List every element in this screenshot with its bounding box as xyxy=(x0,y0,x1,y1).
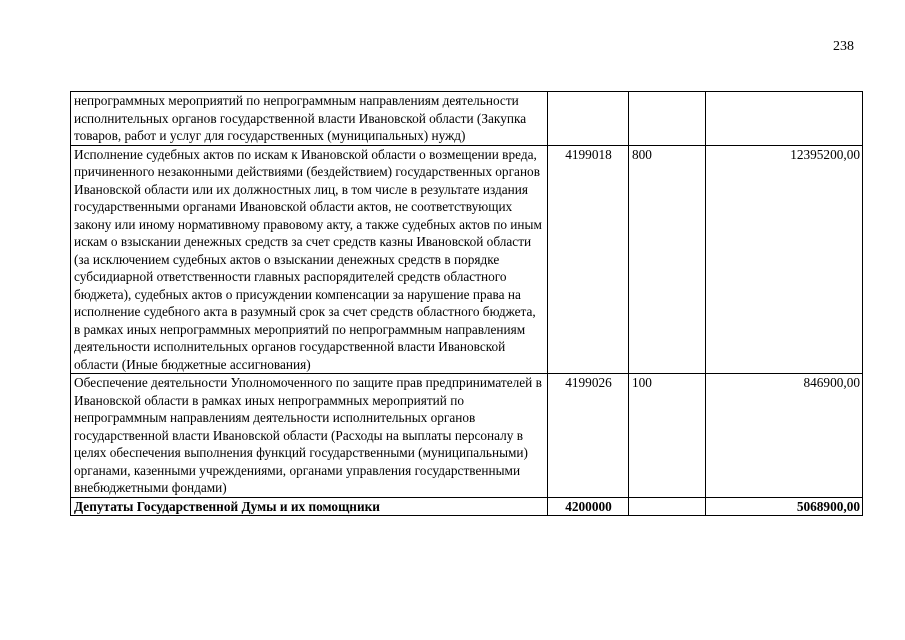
page-number: 238 xyxy=(833,39,854,54)
table-row xyxy=(71,374,863,498)
row-sum-cell xyxy=(706,92,863,146)
row-sum-cell: 5068900,00 xyxy=(706,497,863,516)
row-type-cell: 100 xyxy=(629,374,706,498)
table-row-total xyxy=(71,497,863,516)
row-type-cell xyxy=(629,497,706,516)
row-sum-cell: 846900,00 xyxy=(706,374,863,498)
row-type-cell xyxy=(629,92,706,146)
row-name-cell: Депутаты Государственной Думы и их помощники xyxy=(71,497,548,516)
row-name-cell: Обеспечение деятельности Уполномоченного по защите прав предпринимателей в Ивановской области в рамках иных непрограммных мероприятий по непрограммным направлениям деятельности исполнительных органов государственной власти Ивановской области (Расходы на выплаты персоналу в целях обеспечения выполнения функций государственными (муниципальными) органами, казенными учреждениями, органами управления государственными внебюджетными фондами) xyxy=(71,374,548,498)
row-code-cell xyxy=(548,92,629,146)
row-code-cell: 4200000 xyxy=(548,497,629,516)
row-code-cell: 4199026 xyxy=(548,374,629,498)
row-name-cell: Исполнение судебных актов по искам к Ивановской области о возмещении вреда, причиненного незаконными действиями (бездействием) государственных органов Ивановской области или их должностных лиц, в том числе в результате издания государственными органами Ивановской области актов, не соответствующих закону или иному нормативному правовому акту, а также судебных актов по иным искам о взыскании денежных средств за счет средств казны Ивановской области (за исключением судебных актов о взыскании денежных средств в порядке субсидиарной ответственности главных распорядителей средств областного бюджета), судебных актов о присуждении компенсации за нарушение права на исполнение судебного акта в разумный срок за счет средств областного бюджета, в рамках иных непрограммных мероприятий по непрограммным направлениям деятельности исполнительных органов государственной власти Ивановской области (Иные бюджетные ассигнования) xyxy=(71,145,548,374)
row-type-cell: 800 xyxy=(629,145,706,374)
budget-table xyxy=(70,91,863,516)
row-code-cell: 4199018 xyxy=(548,145,629,374)
table-row xyxy=(71,145,863,374)
row-sum-cell: 12395200,00 xyxy=(706,145,863,374)
row-name-cell: непрограммных мероприятий по непрограммным направлениям деятельности исполнительных органов государственной власти Ивановской области (Закупка товаров, работ и услуг для государственных (муниципальных) нужд) xyxy=(71,92,548,146)
table-row xyxy=(71,92,863,146)
